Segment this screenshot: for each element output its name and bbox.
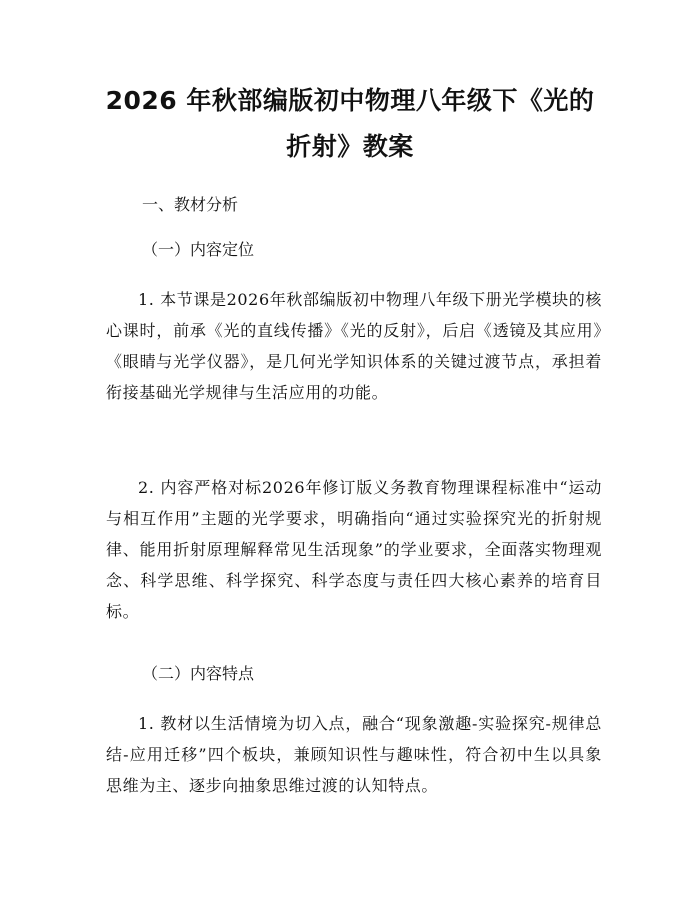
paragraph-content-positioning-2: 2. 内容严格对标2026年修订版义务教育物理课程标准中“运动与相互作用”主题的光学要求，明确指向“通过实验探究光的折射规律、能用折射原理解释常见生活现象”的学业要求，全面落实物理观念、科学思维、科学探究、科学态度与责任四大核心素养的培育目标。 [106, 478, 602, 621]
paragraph-content-features-1: 1. 教材以生活情境为切入点，融合“现象激趣-实验探究-规律总结-应用迁移”四个板块，兼顾知识性与趣味性，符合初中生以具象思维为主、逐步向抽象思维过渡的认知特点。 [106, 714, 602, 795]
section-heading-teaching-material-analysis: 一、教材分析 [142, 195, 239, 214]
subsection-heading-content-features: （二）内容特点 [142, 664, 255, 683]
paragraph-content-positioning-1: 1. 本节课是2026年秋部编版初中物理八年级下册光学模块的核心课时，前承《光的直线传播》《光的反射》，后启《透镜及其应用》《眼睛与光学仪器》，是几何光学知识体系的关键过渡节点，承担着衔接基础光学规律与生活应用的功能。 [106, 290, 602, 402]
document-title: 2026 年秋部编版初中物理八年级下《光的折射》教案 [105, 86, 595, 161]
subsection-heading-content-positioning: （一）内容定位 [142, 240, 255, 259]
